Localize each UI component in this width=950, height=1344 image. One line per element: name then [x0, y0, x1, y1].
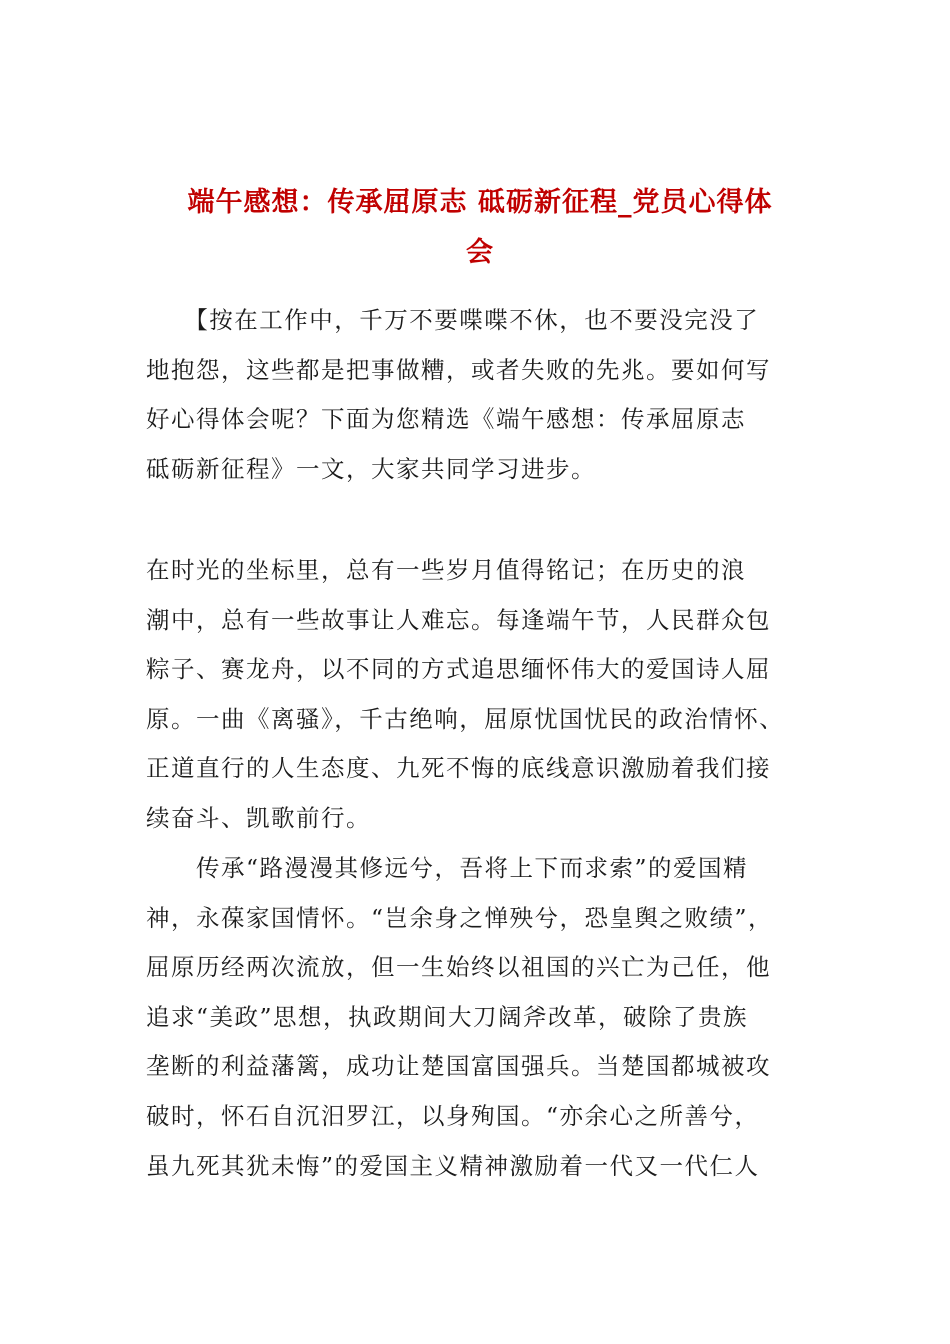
- paragraph-line: 粽子、赛龙舟，以不同的方式追思缅怀伟大的爱国诗人屈: [146, 655, 771, 684]
- paragraph-line: 续奋斗、凯歌前行。: [146, 803, 371, 832]
- paragraph-1: [146, 546, 796, 844]
- paragraph-line: 在时光的坐标里，总有一些岁月值得铭记；在历史的浪: [146, 556, 746, 584]
- paragraph-2: [146, 844, 796, 1191]
- intro-paragraph: [146, 296, 796, 494]
- paragraph-line: 追求“美政”思想，执政期间大刀阔斧改革，破除了贵族: [146, 1002, 749, 1031]
- intro-line: 好心得体会呢？下面为您精选《端午感想：传承屈原志: [146, 405, 746, 434]
- paragraph-line: 潮中，总有一些故事让人难忘。每逢端午节，人民群众包: [146, 605, 771, 634]
- paragraph-line: 神，永葆家国情怀。“岂余身之惮殃兮，恐皇舆之败绩”，: [146, 903, 774, 932]
- paragraph-line: 原。一曲《离骚》，千古绝响，屈原忧国忧民的政治情怀、: [146, 704, 785, 733]
- paragraph-line: 虽九死其犹未悔”的爱国主义精神激励着一代又一代仁人: [146, 1151, 760, 1180]
- paragraph-line: 垄断的利益藩篱，成功让楚国富国强兵。当楚国都城被攻: [146, 1052, 771, 1081]
- paragraph-line: 屈原历经两次流放，但一生始终以祖国的兴亡为己任，他: [146, 953, 771, 982]
- title-line-1: 端午感想：传承屈原志 砥砺新征程_党员心得体: [187, 187, 773, 218]
- title-line-2: 会: [466, 237, 494, 268]
- paragraph-line: 正道直行的人生态度、九死不悔的底线意识激励着我们接: [146, 754, 771, 783]
- intro-line: 砥砺新征程》一文，大家共同学习进步。: [146, 454, 596, 483]
- paragraph-line: 破时，怀石自沉汨罗江，以身殉国。“亦余心之所善兮，: [146, 1101, 760, 1130]
- intro-line: 【按在工作中，千万不要喋喋不休，也不要没完没了: [146, 306, 760, 334]
- paragraph-line: 传承“路漫漫其修远兮，吾将上下而求索”的爱国精: [146, 854, 749, 882]
- intro-line: 地抱怨，这些都是把事做糟，或者失败的先兆。要如何写: [146, 355, 771, 384]
- document-title: [150, 178, 810, 278]
